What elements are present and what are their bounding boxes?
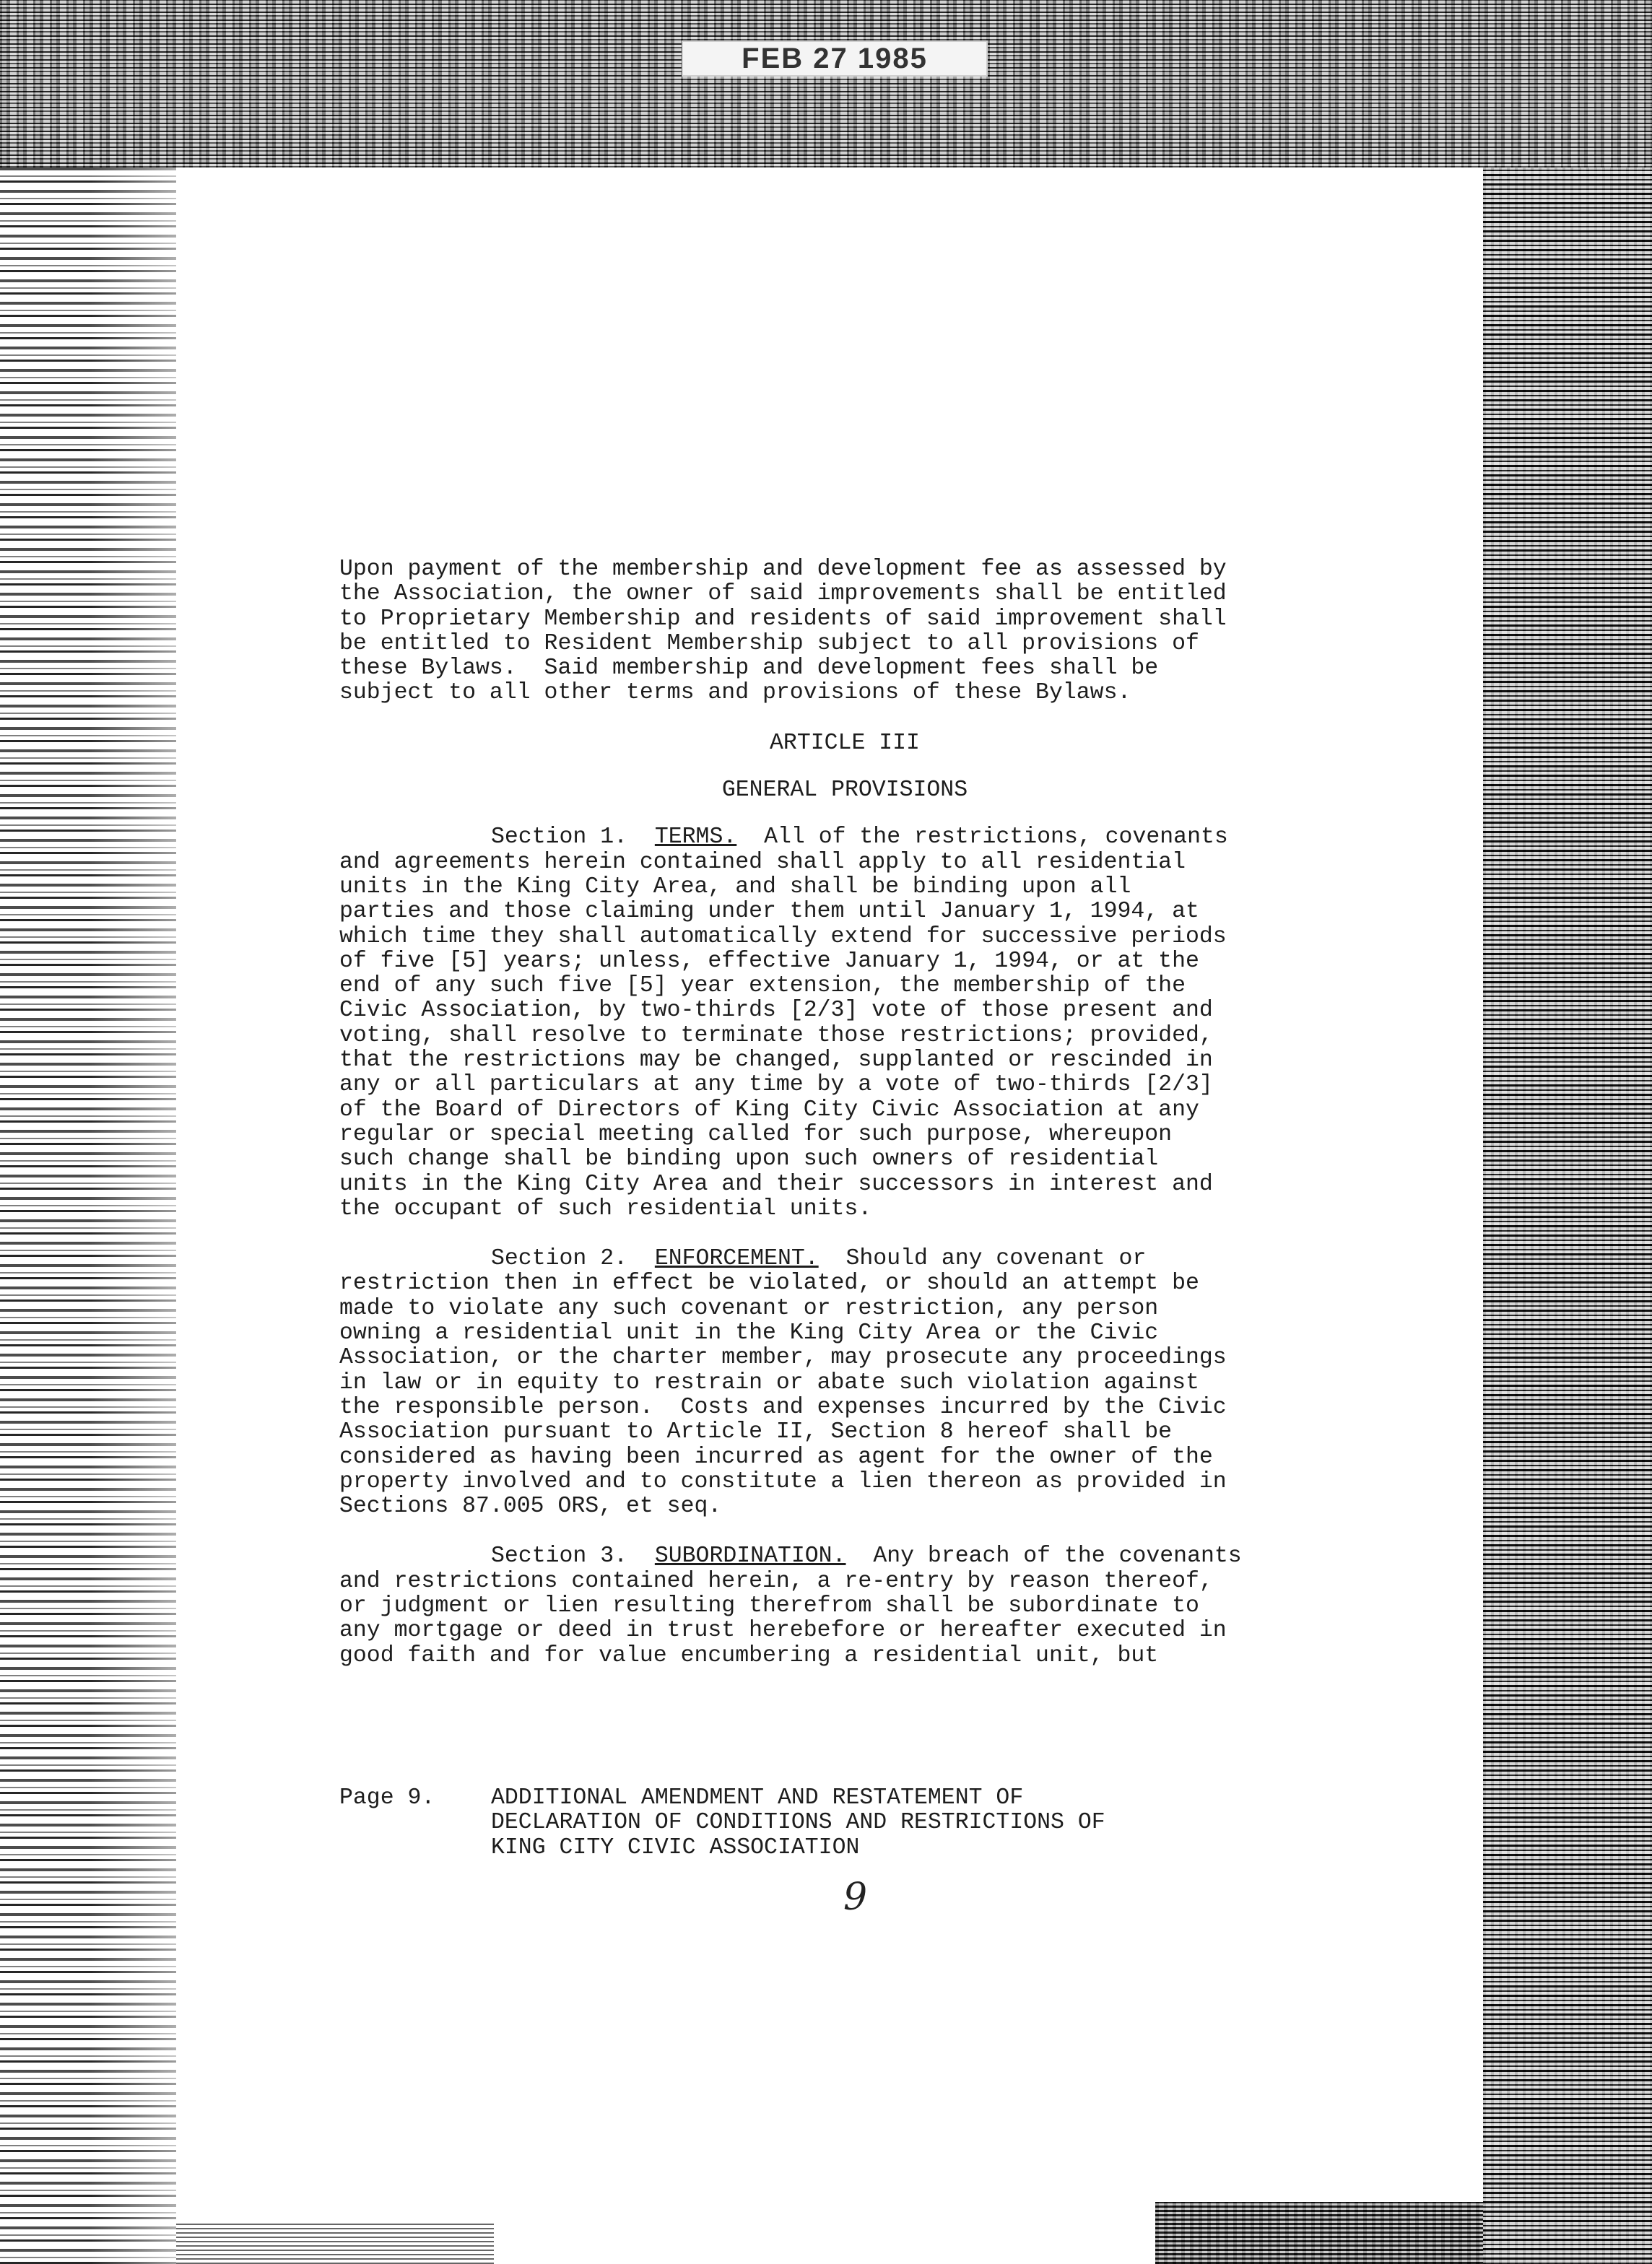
text-line: Upon payment of the membership and development fee as assessed by xyxy=(339,557,1227,582)
section-heading: SUBORDINATION. xyxy=(654,1544,846,1569)
text-line: these Bylaws. Said membership and development fees shall be xyxy=(339,656,1159,682)
text-line: units in the King City Area and their successors in interest and xyxy=(339,1171,1213,1197)
text-line: property involved and to constitute a lien thereon as provided in xyxy=(339,1468,1227,1494)
section-label: Section 2. xyxy=(491,1246,628,1272)
text-line: Should any covenant or xyxy=(845,1246,1147,1272)
title-line: DECLARATION OF CONDITIONS AND RESTRICTIONS OF xyxy=(491,1810,1105,1836)
section-heading: TERMS. xyxy=(654,824,737,850)
text-line: such change shall be binding upon such owners of residential xyxy=(339,1146,1159,1172)
text-line: considered as having been incurred as agent for the owner of the xyxy=(339,1444,1213,1470)
text-line: subject to all other terms and provisions of these Bylaws. xyxy=(339,680,1131,706)
text-line: Association pursuant to Article II, Section 8 hereof shall be xyxy=(339,1419,1173,1445)
title-line: KING CITY CIVIC ASSOCIATION xyxy=(491,1834,860,1860)
text-line: voting, shall resolve to terminate those restrictions; provided, xyxy=(339,1022,1213,1048)
text-line: the occupant of such residential units. xyxy=(339,1196,872,1222)
scan-noise-left-border xyxy=(0,167,176,2264)
text-line: any mortgage or deed in trust herebefore or hereafter executed in xyxy=(339,1618,1227,1644)
text-line: made to violate any such covenant or restriction, any person xyxy=(339,1295,1159,1321)
text-line: the Association, the owner of said improvements shall be entitled xyxy=(339,581,1227,607)
section-label: Section 3. xyxy=(491,1544,628,1569)
text-line: regular or special meeting called for such purpose, whereupon xyxy=(339,1121,1173,1147)
title-line: ADDITIONAL AMENDMENT AND RESTATEMENT OF xyxy=(491,1785,1024,1811)
text-line: end of any such five [5] year extension, the membership of the xyxy=(339,973,1186,999)
section-heading: ENFORCEMENT. xyxy=(654,1246,819,1272)
scan-noise-bottom-left xyxy=(176,2224,494,2264)
text-line: that the restrictions may be changed, supplanted or rescinded in xyxy=(339,1048,1213,1074)
scan-noise-bottom-right xyxy=(1155,2202,1483,2264)
section-3 xyxy=(339,1544,1350,1668)
text-line: and restrictions contained herein, a re-entry by reason thereof, xyxy=(339,1568,1213,1594)
text-line: in law or in equity to restrain or abate such violation against xyxy=(339,1370,1199,1396)
text-line: All of the restrictions, covenants xyxy=(764,824,1228,850)
handwritten-page-number: 9 xyxy=(843,1876,868,1919)
text-line: of five [5] years; unless, effective January 1, 1994, or at the xyxy=(339,948,1199,974)
text-line: or judgment or lien resulting therefrom shall be subordinate to xyxy=(339,1593,1199,1619)
text-line: owning a residential unit in the King City Area or the Civic xyxy=(339,1320,1159,1346)
page-label: Page 9. xyxy=(339,1785,435,1811)
date-stamp: FEB 27 1985 xyxy=(682,40,988,77)
document-body xyxy=(339,557,1350,1694)
text-line: Any breach of the covenants xyxy=(873,1544,1242,1569)
section-first-line xyxy=(339,825,1350,850)
scan-noise-right-border xyxy=(1483,167,1652,2264)
text-line: parties and those claiming under them until January 1, 1994, at xyxy=(339,899,1199,925)
text-line: any or all particulars at any time by a vote of two-thirds [2/3] xyxy=(339,1072,1213,1098)
scan-noise-top-border xyxy=(0,0,1652,167)
text-line: be entitled to Resident Membership subject to all provisions of xyxy=(339,630,1199,656)
text-line: to Proprietary Membership and residents of said improvement shall xyxy=(339,606,1227,632)
document-title xyxy=(491,1786,1105,1860)
text-line: of the Board of Directors of King City Civic Association at any xyxy=(339,1097,1199,1123)
section-first-line xyxy=(339,1247,1350,1271)
article-number: ARTICLE III xyxy=(770,730,920,756)
text-line: the responsible person. Costs and expenses incurred by the Civic xyxy=(339,1394,1227,1420)
text-line: Association, or the charter member, may prosecute any proceedings xyxy=(339,1345,1227,1371)
section-1 xyxy=(339,825,1350,1222)
page-footer xyxy=(339,1786,1278,1860)
text-line: restriction then in effect be violated, or should an attempt be xyxy=(339,1271,1199,1297)
text-line: Sections 87.005 ORS, et seq. xyxy=(339,1494,722,1520)
text-line: and agreements herein contained shall apply to all residential xyxy=(339,849,1186,875)
text-line: Civic Association, by two-thirds [2/3] vote of those present and xyxy=(339,998,1213,1024)
text-line: which time they shall automatically extend for successive periods xyxy=(339,923,1227,949)
text-line: good faith and for value encumbering a residential unit, but xyxy=(339,1642,1159,1668)
article-title: GENERAL PROVISIONS xyxy=(721,778,968,804)
section-first-line xyxy=(339,1544,1350,1569)
section-2 xyxy=(339,1247,1350,1519)
section-label: Section 1. xyxy=(491,824,628,850)
intro-paragraph xyxy=(339,557,1350,706)
text-line: units in the King City Area, and shall be binding upon all xyxy=(339,874,1131,900)
